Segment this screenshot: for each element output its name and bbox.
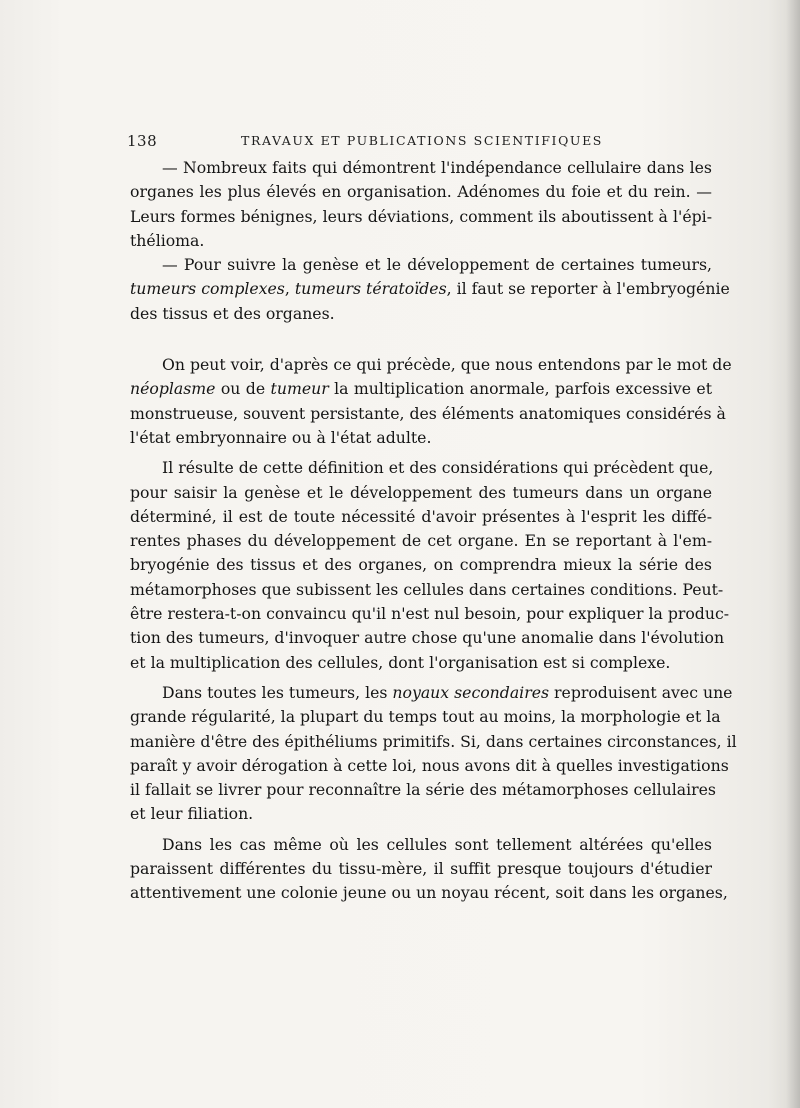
text-line: — Pour suivre la genèse et le développement de certaines tumeurs, — [162, 255, 712, 275]
page-header — [127, 132, 717, 152]
paragraph — [130, 253, 730, 326]
italic-phrase: tumeurs tératoïdes — [294, 279, 447, 299]
text-line: et la multiplication des cellules, dont l'organisation est si complexe. — [130, 652, 671, 672]
text-line: manière d'être des épithéliums primitifs. Si, dans certaines circonstances, il — [130, 731, 737, 751]
text-line-italic-mixed: tumeurs complexes, tumeurs tératoïdes, il faut se reporter à l'embryogénie — [130, 279, 730, 299]
page-edge-shadow — [786, 0, 800, 1108]
text-line: On peut voir, d'après ce qui précède, que nous entendons par le mot de — [162, 355, 732, 375]
text-line: rentes phases du développement de cet organe. En se reportant à l'em- — [130, 531, 712, 551]
text-line: monstrueuse, souvent persistante, des éléments anatomiques considérés à — [130, 403, 726, 423]
text-line: tion des tumeurs, d'invoquer autre chose qu'une anomalie dans l'évolution — [130, 628, 725, 648]
paragraph — [130, 456, 730, 675]
paragraph — [130, 681, 737, 827]
italic-phrase: néoplasme — [130, 379, 216, 399]
text-line: Leurs formes bénignes, leurs déviations, comment ils aboutissent à l'épi- — [130, 206, 712, 226]
italic-phrase: noyaux secondaires — [392, 682, 550, 702]
text-line: être restera-t-on convaincu qu'il n'est nul besoin, pour expliquer la produc- — [130, 604, 730, 624]
text-line: pour saisir la genèse et le développement des tumeurs dans un organe — [130, 482, 712, 502]
text-line: grande régularité, la plupart du temps tout au moins, la morphologie et la — [130, 707, 721, 727]
text-line: paraissent différentes du tissu-mère, il suffit presque toujours d'étudier — [130, 859, 712, 879]
text-line: organes les plus élevés en organisation. Adénomes du foie et du rein. — — [130, 182, 712, 202]
page-number: 138 — [127, 132, 158, 150]
text-line: et leur filiation. — [130, 804, 254, 824]
text-line: métamorphoses que subissent les cellules dans certaines conditions. Peut- — [130, 579, 724, 599]
running-title: TRAVAUX ET PUBLICATIONS SCIENTIFIQUES — [241, 133, 603, 148]
text-line: thélioma. — [130, 230, 205, 250]
text-line: l'état embryonnaire ou à l'état adulte. — [130, 427, 432, 447]
text-line: des tissus et des organes. — [130, 303, 335, 323]
text-line: il fallait se livrer pour reconnaître la série des métamorphoses cellulaires — [130, 780, 716, 800]
italic-phrase: tumeur — [270, 379, 329, 399]
body-text — [130, 156, 737, 906]
paragraph — [130, 353, 732, 450]
italic-phrase: tumeurs complexes — [130, 279, 285, 299]
text-line: déterminé, il est de toute nécessité d'avoir présentes à l'esprit les diffé- — [130, 506, 712, 526]
paragraph — [130, 156, 712, 253]
text-line: paraît y avoir dérogation à cette loi, nous avons dit à quelles investigations — [130, 755, 729, 775]
section-gap — [130, 326, 712, 353]
text-line: Il résulte de cette définition et des considérations qui précèdent que, — [162, 458, 714, 478]
text-line: Dans les cas même où les cellules sont tellement altérées qu'elles — [162, 834, 712, 854]
text-line: bryogénie des tissus et des organes, on comprendra mieux la série des — [130, 555, 712, 575]
text-line-italic-mixed: néoplasme ou de tumeur la multiplication anormale, parfois excessive et — [130, 379, 713, 399]
text-line-italic-mixed: Dans toutes les tumeurs, les noyaux secondaires reproduisent avec une — [162, 682, 733, 702]
text-line: attentivement une colonie jeune ou un noyau récent, soit dans les organes, — [130, 883, 728, 903]
paragraph — [130, 833, 728, 906]
text-line: — Nombreux faits qui démontrent l'indépendance cellulaire dans les — [162, 158, 712, 177]
